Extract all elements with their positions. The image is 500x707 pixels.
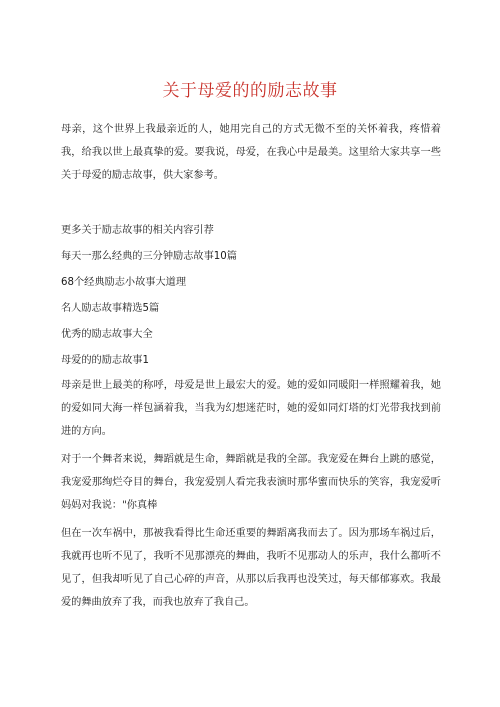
story-paragraph: 但在一次车祸中，那被我看得比生命还重要的舞蹈离我而去了。因为那场车祸过后，我就再也听不见了，我听不见那漂亮的舞曲，我听不见那动人的乐声，我什么都听不见了，但我却听见了自己心碎的声音，从那以后我再也没笑过，每天郁郁寡欢。我最爱的舞曲放弃了我，而我也放弃了我自己。 — [61, 528, 441, 608]
intro-paragraph: 母亲，这个世界上我最亲近的人，她用完自己的方式无微不至的关怀着我，疼惜着我，给我以世上最真挚的爱。要我说，母爱，在我心中是最美。这里给大家共享一些关于母爱的励志故事，供大家参考。 — [61, 124, 441, 181]
related-link[interactable]: 优秀的励志故事大全 — [61, 329, 153, 340]
related-links — [61, 218, 441, 348]
document-body — [61, 118, 441, 619]
story-paragraph: 母亲是世上最美的称呼，母爱是世上最宏大的爱。她的爱如同暖阳一样照耀着我，她的爱如同大海一样包涵着我，当我为幻想迷茫时，她的爱如同灯塔的灯光带我找到前进的方向。 — [61, 380, 441, 437]
related-heading: 更多关于励志故事的相关内容引荐 — [61, 225, 214, 236]
section-title: 母爱的的励志故事1 — [61, 355, 149, 366]
related-link[interactable]: 名人励志故事精选5篇 — [61, 303, 160, 314]
document-title: 关于母爱的的励志故事 — [162, 81, 338, 101]
related-link[interactable]: 每天一那么经典的三分钟励志故事10篇 — [61, 251, 237, 262]
spacer — [61, 187, 441, 218]
related-link[interactable]: 68个经典励志小故事大道理 — [61, 277, 187, 288]
story-paragraph: 对于一个舞者来说，舞蹈就是生命，舞蹈就是我的全部。我宠爱在舞台上跳的感觉，我宠爱那绚烂夺目的舞台，我宠爱别人看完我表演时那华蜜而快乐的笑容，我宠爱听妈妈对我说："你真棒 — [61, 454, 441, 511]
